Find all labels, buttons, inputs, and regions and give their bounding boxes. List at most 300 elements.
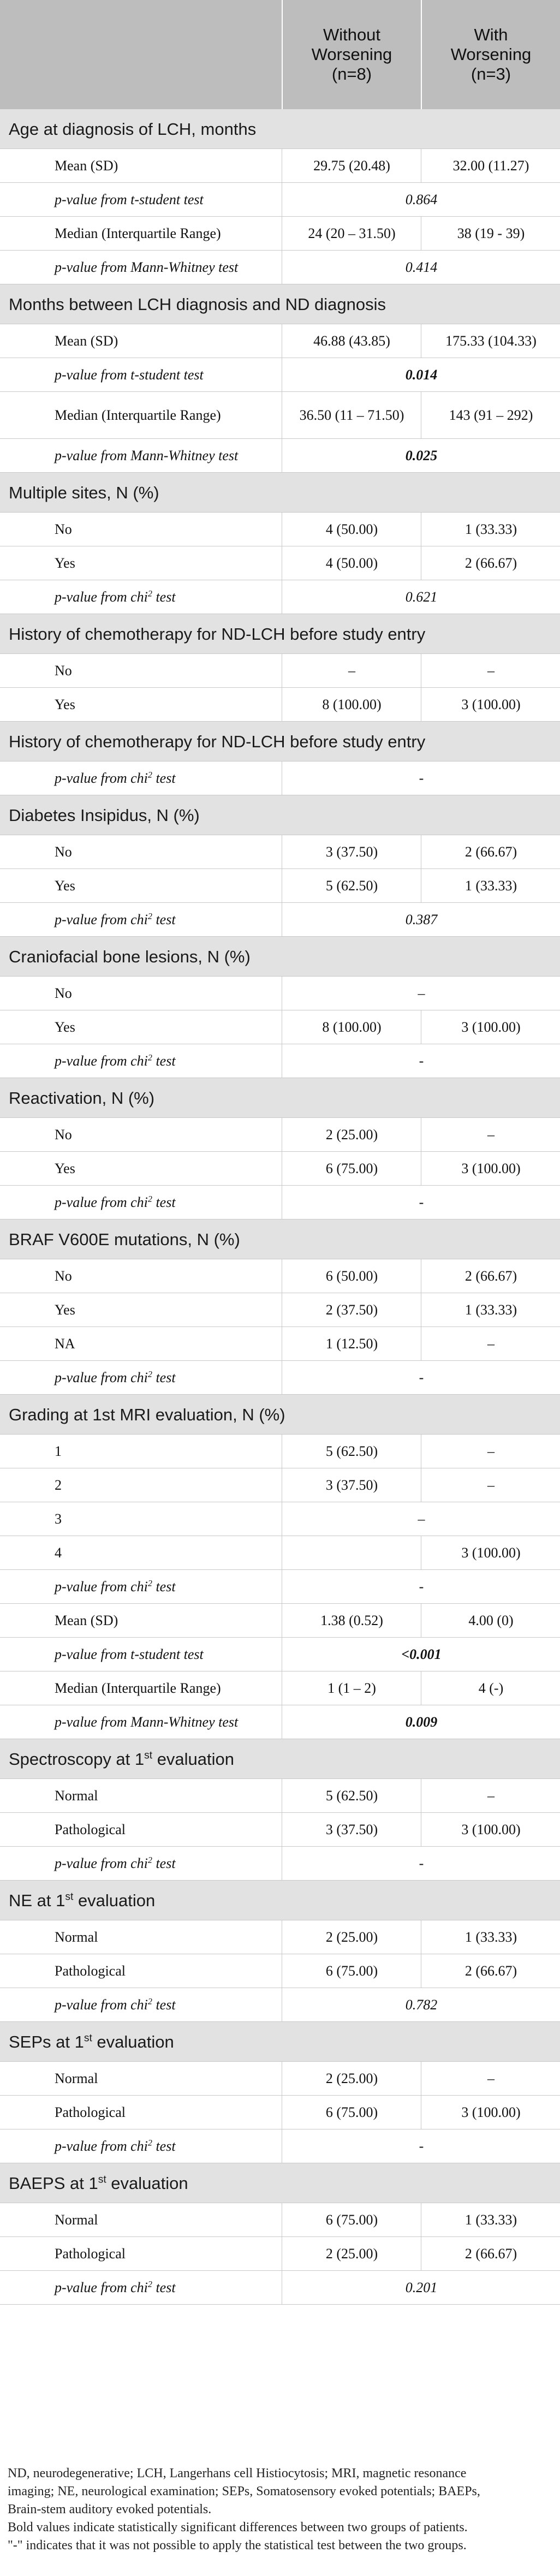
p-value-label-cell-text: p-value from t-student test — [55, 192, 204, 207]
header-col2-line1: Without — [323, 25, 381, 44]
without-worsening-cell — [282, 1779, 421, 1813]
merged-value-cell — [282, 1502, 560, 1536]
row-label-cell — [0, 1536, 282, 1570]
without-worsening-cell — [282, 1010, 421, 1044]
with-worsening-cell — [421, 1920, 560, 1954]
section-header-row — [0, 109, 560, 149]
row-label-cell — [0, 977, 282, 1010]
row-label-cell-text: Yes — [55, 555, 75, 571]
row-label-cell-text: Mean (SD) — [55, 1613, 118, 1628]
table-row — [0, 1327, 560, 1361]
row-label-cell-text: Yes — [55, 1302, 75, 1318]
with-worsening-cell — [421, 1293, 560, 1327]
with-worsening-cell — [421, 869, 560, 903]
with-worsening-cell — [421, 2062, 560, 2096]
table-row — [0, 1604, 560, 1638]
p-value-cell-text: 0.782 — [405, 1997, 438, 2013]
section-title: History of chemotherapy for ND-LCH before study entry — [9, 624, 426, 644]
without-worsening-cell-text: 3 (37.50) — [325, 844, 378, 860]
without-worsening-cell-text: 4 (50.00) — [325, 555, 378, 571]
p-value-label-cell-text: p-value from chi$^2$ test — [55, 770, 176, 786]
with-worsening-cell-text: 2 (66.67) — [464, 1963, 517, 1979]
row-label-cell — [0, 2237, 282, 2271]
without-worsening-cell — [282, 392, 421, 439]
without-worsening-cell — [282, 2203, 421, 2237]
with-worsening-cell-text: – — [487, 1788, 495, 1804]
table-row — [0, 1468, 560, 1502]
p-value-cell-text: 0.014 — [405, 367, 438, 383]
row-label-cell — [0, 546, 282, 580]
section-header-row — [0, 473, 560, 513]
p-value-label-cell-text: p-value from Mann-Whitney test — [55, 1714, 239, 1730]
without-worsening-cell — [282, 835, 421, 869]
without-worsening-cell — [282, 1118, 421, 1152]
section-title-cell — [0, 1219, 560, 1259]
p-value-label-cell-text: p-value from Mann-Whitney test — [55, 259, 239, 275]
row-label-cell — [0, 1468, 282, 1502]
row-label-cell — [0, 869, 282, 903]
p-value-row — [0, 183, 560, 217]
section-header-row — [0, 722, 560, 762]
p-value-label-cell — [0, 2271, 282, 2305]
without-worsening-cell — [282, 1954, 421, 1988]
without-worsening-cell-text: 46.88 (43.85) — [313, 333, 390, 349]
row-label-cell-text: Yes — [55, 878, 75, 894]
row-label-cell — [0, 2096, 282, 2129]
without-worsening-cell-text: 29.75 (20.48) — [313, 158, 390, 174]
table-row — [0, 2062, 560, 2096]
with-worsening-cell — [421, 1813, 560, 1847]
with-worsening-cell-text: 38 (19 - 39) — [457, 225, 525, 241]
p-value-label-cell — [0, 1638, 282, 1671]
p-value-label-cell — [0, 1705, 282, 1739]
without-worsening-cell-text: 6 (50.00) — [325, 1268, 378, 1284]
row-label-cell-text: Normal — [55, 1929, 98, 1945]
p-value-label-cell — [0, 1570, 282, 1604]
p-value-cell-text: - — [419, 2138, 424, 2154]
row-label-cell-text: Mean (SD) — [55, 158, 118, 174]
p-value-label-cell-text: p-value from chi$^2$ test — [55, 1579, 176, 1595]
p-value-label-cell — [0, 762, 282, 795]
without-worsening-cell-text: 1 (1 – 2) — [327, 1680, 376, 1696]
without-worsening-cell-text: 2 (25.00) — [325, 1127, 378, 1143]
with-worsening-cell-text: – — [487, 663, 495, 679]
p-value-cell-text: - — [419, 1370, 424, 1385]
without-worsening-cell-text: 4 (50.00) — [325, 521, 378, 537]
without-worsening-cell — [282, 654, 421, 688]
with-worsening-cell — [421, 1779, 560, 1813]
with-worsening-cell-text: 2 (66.67) — [464, 555, 517, 571]
without-worsening-cell — [282, 1259, 421, 1293]
table-row — [0, 2096, 560, 2129]
section-title: Craniofacial bone lesions, N (%) — [9, 947, 251, 966]
p-value-row — [0, 358, 560, 392]
with-worsening-cell — [421, 1010, 560, 1044]
with-worsening-cell-text: – — [487, 1443, 495, 1459]
section-title-cell — [0, 109, 560, 149]
row-label-cell-text: Normal — [55, 2212, 98, 2228]
with-worsening-cell — [421, 1327, 560, 1361]
row-label-cell — [0, 1671, 282, 1705]
row-label-cell — [0, 1152, 282, 1186]
without-worsening-cell — [282, 149, 421, 183]
without-worsening-cell — [282, 1604, 421, 1638]
p-value-cell — [282, 1361, 560, 1395]
with-worsening-cell-text: – — [487, 2071, 495, 2086]
p-value-label-cell — [0, 1186, 282, 1219]
table-row — [0, 2203, 560, 2237]
section-title-cell — [0, 1739, 560, 1779]
without-worsening-cell-text: 1 (12.50) — [325, 1336, 378, 1352]
without-worsening-cell-text: 6 (75.00) — [325, 1963, 378, 1979]
section-header-row — [0, 1078, 560, 1118]
p-value-cell-text: - — [419, 1194, 424, 1210]
with-worsening-cell-text: 3 (100.00) — [461, 2104, 521, 2120]
p-value-cell — [282, 762, 560, 795]
p-value-label-cell — [0, 2129, 282, 2163]
table-row — [0, 1435, 560, 1468]
without-worsening-cell-text: 5 (62.50) — [325, 878, 378, 894]
section-header-row — [0, 2163, 560, 2203]
p-value-cell-text: - — [419, 1579, 424, 1595]
without-worsening-cell — [282, 513, 421, 546]
with-worsening-cell — [421, 2203, 560, 2237]
without-worsening-cell — [282, 324, 421, 358]
p-value-label-cell-text: p-value from t-student test — [55, 1646, 204, 1662]
with-worsening-cell-text: – — [487, 1477, 495, 1493]
p-value-label-cell — [0, 358, 282, 392]
with-worsening-cell — [421, 1152, 560, 1186]
header-without-worsening — [282, 0, 421, 109]
section-title-cell — [0, 2022, 560, 2062]
with-worsening-cell-text: 1 (33.33) — [464, 1302, 517, 1318]
p-value-row — [0, 2271, 560, 2305]
without-worsening-cell-text: 2 (25.00) — [325, 2071, 378, 2086]
without-worsening-cell — [282, 1293, 421, 1327]
with-worsening-cell-text: 3 (100.00) — [461, 1161, 521, 1176]
with-worsening-cell — [421, 1671, 560, 1705]
row-label-cell-text: No — [55, 521, 72, 537]
without-worsening-cell-text: 1.38 (0.52) — [320, 1613, 383, 1628]
without-worsening-cell — [282, 1671, 421, 1705]
row-label-cell — [0, 1502, 282, 1536]
merged-value-cell — [282, 977, 560, 1010]
table-row — [0, 149, 560, 183]
section-title: NE at 1st evaluation — [9, 1890, 156, 1910]
with-worsening-cell — [421, 688, 560, 722]
p-value-cell — [282, 358, 560, 392]
table-row — [0, 1920, 560, 1954]
section-title: Spectroscopy at 1st evaluation — [9, 1749, 235, 1769]
p-value-label-cell — [0, 183, 282, 217]
section-header-row — [0, 1881, 560, 1920]
without-worsening-cell-text: 5 (62.50) — [325, 1788, 378, 1804]
without-worsening-cell-text: 24 (20 – 31.50) — [308, 225, 396, 241]
row-label-cell — [0, 324, 282, 358]
p-value-label-cell-text: p-value from chi$^2$ test — [55, 1053, 176, 1069]
p-value-label-cell-text: p-value from chi$^2$ test — [55, 2138, 176, 2154]
p-value-row — [0, 251, 560, 284]
with-worsening-cell-text: 1 (33.33) — [464, 521, 517, 537]
without-worsening-cell — [282, 2096, 421, 2129]
p-value-cell — [282, 580, 560, 614]
row-label-cell-text: 2 — [55, 1477, 62, 1493]
p-value-row — [0, 2129, 560, 2163]
p-value-cell — [282, 1638, 560, 1671]
p-value-cell — [282, 1044, 560, 1078]
p-value-cell — [282, 1988, 560, 2022]
without-worsening-cell-text: 8 (100.00) — [322, 697, 382, 712]
table-row — [0, 513, 560, 546]
row-label-cell-text: Median (Interquartile Range) — [55, 407, 221, 423]
with-worsening-cell-text: 32.00 (11.27) — [452, 158, 529, 174]
p-value-label-cell-text: p-value from chi$^2$ test — [55, 1194, 176, 1210]
p-value-label-cell — [0, 439, 282, 473]
row-label-cell-text: Pathological — [55, 1822, 126, 1837]
table-row — [0, 2237, 560, 2271]
p-value-cell-text: 0.387 — [405, 912, 438, 927]
row-label-cell — [0, 1327, 282, 1361]
with-worsening-cell-text: 4.00 (0) — [468, 1613, 514, 1628]
without-worsening-cell-text: 2 (25.00) — [325, 1929, 378, 1945]
table-footnotes — [8, 2465, 553, 2555]
section-header-row — [0, 795, 560, 835]
p-value-row — [0, 439, 560, 473]
with-worsening-cell-text: 2 (66.67) — [464, 1268, 517, 1284]
table-row — [0, 217, 560, 251]
with-worsening-cell-text: 3 (100.00) — [461, 697, 521, 712]
with-worsening-cell-text: 175.33 (104.33) — [445, 333, 537, 349]
with-worsening-cell-text: 1 (33.33) — [464, 878, 517, 894]
table-row — [0, 688, 560, 722]
row-label-cell-text: Pathological — [55, 1963, 126, 1979]
section-title: Grading at 1st MRI evaluation, N (%) — [9, 1405, 285, 1424]
p-value-row — [0, 580, 560, 614]
table-row — [0, 546, 560, 580]
with-worsening-cell-text: 1 (33.33) — [464, 1929, 517, 1945]
without-worsening-cell — [282, 1327, 421, 1361]
p-value-row — [0, 1705, 560, 1739]
header-col3-line2: Worsening — [450, 45, 532, 64]
without-worsening-cell-text: 2 (37.50) — [325, 1302, 378, 1318]
with-worsening-cell-text: 3 (100.00) — [461, 1019, 521, 1035]
section-header-row — [0, 1739, 560, 1779]
table-row — [0, 1152, 560, 1186]
p-value-cell — [282, 1705, 560, 1739]
row-label-cell-text: No — [55, 663, 72, 679]
row-label-cell-text: Normal — [55, 2071, 98, 2086]
row-label-cell — [0, 1293, 282, 1327]
row-label-cell-text: Yes — [55, 1019, 75, 1035]
p-value-label-cell-text: p-value from chi$^2$ test — [55, 1997, 176, 2013]
row-label-cell — [0, 513, 282, 546]
row-label-cell-text: Pathological — [55, 2246, 126, 2262]
section-header-row — [0, 937, 560, 977]
footnote-line: ND, neurodegenerative; LCH, Langerhans cell Histiocytosis; MRI, magnetic resonance — [8, 2466, 467, 2480]
without-worsening-cell — [282, 217, 421, 251]
p-value-cell-text: 0.864 — [405, 192, 438, 207]
with-worsening-cell — [421, 2096, 560, 2129]
p-value-cell — [282, 439, 560, 473]
p-value-label-cell — [0, 580, 282, 614]
row-label-cell — [0, 1954, 282, 1988]
p-value-label-cell — [0, 251, 282, 284]
p-value-cell — [282, 2129, 560, 2163]
p-value-row — [0, 1044, 560, 1078]
p-value-row — [0, 1186, 560, 1219]
table-row — [0, 392, 560, 439]
p-value-cell — [282, 183, 560, 217]
row-label-cell-text: No — [55, 1127, 72, 1143]
section-title: Diabetes Insipidus, N (%) — [9, 805, 200, 825]
row-label-cell-text: Median (Interquartile Range) — [55, 225, 221, 241]
table-row — [0, 1010, 560, 1044]
section-title: Reactivation, N (%) — [9, 1088, 155, 1108]
section-header-row — [0, 1219, 560, 1259]
section-title-cell — [0, 2163, 560, 2203]
p-value-label-cell-text: p-value from chi$^2$ test — [55, 1855, 176, 1871]
without-worsening-cell — [282, 1435, 421, 1468]
with-worsening-cell — [421, 546, 560, 580]
table-row — [0, 1118, 560, 1152]
table-row — [0, 1813, 560, 1847]
without-worsening-cell-text: 36.50 (11 – 71.50) — [299, 407, 404, 423]
without-worsening-cell-text: 2 (25.00) — [325, 2246, 378, 2262]
without-worsening-cell-text: – — [348, 663, 355, 679]
row-label-cell — [0, 1259, 282, 1293]
with-worsening-cell-text: 1 (33.33) — [464, 2212, 517, 2228]
p-value-cell-text: <0.001 — [401, 1646, 442, 1662]
without-worsening-cell-text: 6 (75.00) — [325, 2104, 378, 2120]
p-value-cell-text: - — [419, 1855, 424, 1871]
p-value-row — [0, 1570, 560, 1604]
footnote-line: "-" indicates that it was not possible to apply the statistical test between the two groups. — [8, 2538, 467, 2553]
without-worsening-cell — [282, 2237, 421, 2271]
without-worsening-cell — [282, 1152, 421, 1186]
p-value-label-cell-text: p-value from t-student test — [55, 367, 204, 383]
with-worsening-cell — [421, 1259, 560, 1293]
p-value-cell — [282, 1847, 560, 1881]
with-worsening-cell — [421, 1954, 560, 1988]
section-title: BAEPS at 1st evaluation — [9, 2173, 188, 2193]
p-value-cell-text: 0.201 — [405, 2280, 438, 2295]
p-value-label-cell-text: p-value from chi$^2$ test — [55, 912, 176, 927]
with-worsening-cell-text: 3 (100.00) — [461, 1545, 521, 1561]
p-value-cell — [282, 1186, 560, 1219]
row-divider — [0, 2304, 560, 2305]
header-with-worsening — [421, 0, 560, 109]
with-worsening-cell — [421, 149, 560, 183]
table-row — [0, 869, 560, 903]
p-value-cell — [282, 2271, 560, 2305]
row-label-cell-text: NA — [55, 1336, 75, 1352]
without-worsening-cell-text: 3 (37.50) — [325, 1477, 378, 1493]
without-worsening-cell — [282, 2062, 421, 2096]
with-worsening-cell — [421, 513, 560, 546]
row-label-cell — [0, 1779, 282, 1813]
with-worsening-cell-text: – — [487, 1127, 495, 1143]
row-label-cell-text: Normal — [55, 1788, 98, 1804]
p-value-row — [0, 1638, 560, 1671]
with-worsening-cell — [421, 1604, 560, 1638]
p-value-row — [0, 1988, 560, 2022]
without-worsening-cell — [282, 1813, 421, 1847]
row-label-cell — [0, 392, 282, 439]
table-row — [0, 1259, 560, 1293]
p-value-cell-text: 0.414 — [405, 259, 438, 275]
section-title: History of chemotherapy for ND-LCH before study entry — [9, 731, 426, 751]
p-value-label-cell — [0, 1044, 282, 1078]
merged-value-cell-text: – — [418, 1511, 425, 1527]
row-label-cell — [0, 2062, 282, 2096]
with-worsening-cell-text: 2 (66.67) — [464, 844, 517, 860]
row-label-cell — [0, 217, 282, 251]
with-worsening-cell-text: 143 (91 – 292) — [449, 407, 533, 423]
p-value-cell — [282, 251, 560, 284]
section-title: SEPs at 1st evaluation — [9, 2032, 174, 2051]
p-value-label-cell — [0, 903, 282, 937]
row-label-cell-text: Yes — [55, 1161, 75, 1176]
without-worsening-cell-text: 6 (75.00) — [325, 1161, 378, 1176]
table-row — [0, 324, 560, 358]
row-label-cell-text: 4 — [55, 1545, 62, 1561]
row-label-cell — [0, 1920, 282, 1954]
table-header — [0, 0, 560, 109]
section-header-row — [0, 1395, 560, 1435]
p-value-row — [0, 1361, 560, 1395]
with-worsening-cell — [421, 324, 560, 358]
table-row — [0, 835, 560, 869]
row-label-cell — [0, 149, 282, 183]
p-value-label-cell — [0, 1847, 282, 1881]
row-label-cell — [0, 2203, 282, 2237]
with-worsening-cell-text: 3 (100.00) — [461, 1822, 521, 1837]
table-row — [0, 654, 560, 688]
p-value-cell-text: 0.621 — [405, 589, 438, 605]
section-title-cell — [0, 1881, 560, 1920]
row-label-cell-text: No — [55, 844, 72, 860]
section-title-cell — [0, 722, 560, 762]
with-worsening-cell-text: – — [487, 1336, 495, 1352]
p-value-label-cell-text: p-value from chi$^2$ test — [55, 589, 176, 605]
header-col2-line2: Worsening — [311, 45, 392, 64]
header-col3-line3: (n=3) — [470, 64, 511, 84]
without-worsening-cell — [282, 869, 421, 903]
row-label-cell — [0, 835, 282, 869]
p-value-label-cell — [0, 1361, 282, 1395]
table-row — [0, 1954, 560, 1988]
without-worsening-cell — [282, 1920, 421, 1954]
row-label-cell-text: 1 — [55, 1443, 62, 1459]
row-label-cell-text: No — [55, 1268, 72, 1284]
row-label-cell — [0, 654, 282, 688]
p-value-label-cell-text: p-value from chi$^2$ test — [55, 1370, 176, 1385]
p-value-cell — [282, 1570, 560, 1604]
p-value-row — [0, 1847, 560, 1881]
section-title: Age at diagnosis of LCH, months — [9, 119, 257, 139]
without-worsening-cell-text: 3 (37.50) — [325, 1822, 378, 1837]
p-value-label-cell — [0, 1988, 282, 2022]
table-row — [0, 1671, 560, 1705]
p-value-row — [0, 762, 560, 795]
table-row — [0, 1502, 560, 1536]
with-worsening-cell — [421, 1536, 560, 1570]
row-label-cell — [0, 1435, 282, 1468]
without-worsening-cell-text: 8 (100.00) — [322, 1019, 382, 1035]
table-row — [0, 1536, 560, 1570]
table-row — [0, 977, 560, 1010]
with-worsening-cell — [421, 654, 560, 688]
